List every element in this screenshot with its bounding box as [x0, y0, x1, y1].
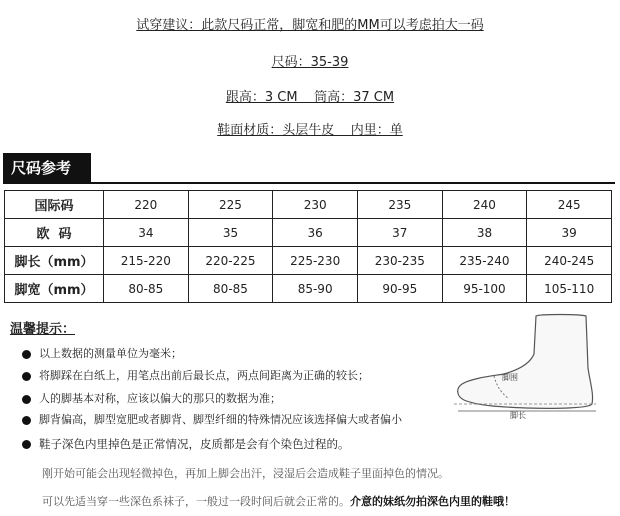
- row-label: 脚宽（mm）: [5, 275, 104, 303]
- table-cell: 38: [442, 219, 527, 247]
- bullet-icon: [22, 440, 31, 449]
- table-row: [5, 275, 612, 303]
- note-text: 可以先适当穿一些深色系袜子，一般过一段时间后就会正常的。介意的妹纸勿拍深色内里的鞋哦！: [42, 495, 515, 508]
- tip-item: 人的脚基本对称，应该以偏大的那只的数据为准；: [22, 390, 281, 406]
- table-row: [5, 191, 612, 219]
- row-label: 欧 码: [5, 219, 104, 247]
- table-cell: 80-85: [188, 275, 273, 303]
- table-row: [5, 219, 612, 247]
- size-chart-title: 尺码参考: [3, 153, 91, 183]
- table-cell: 215-220: [104, 247, 189, 275]
- tip-item: 鞋子深色内里掉色是正常情况，皮质都是会有个染色过程的。: [22, 436, 350, 452]
- table-cell: 240: [442, 191, 527, 219]
- length-label: 脚长: [510, 411, 526, 420]
- table-cell: 37: [357, 219, 442, 247]
- note-text: 刚开始可能会出现轻微掉色，再加上脚会出汗，浸湿后会造成鞋子里面掉色的情况。: [42, 467, 449, 480]
- table-cell: 230: [273, 191, 358, 219]
- table-cell: 36: [273, 219, 358, 247]
- table-cell: 245: [527, 191, 612, 219]
- tip-item: 以上数据的测量单位为毫米；: [22, 345, 182, 361]
- table-cell: 220: [104, 191, 189, 219]
- material-info: 鞋面材质：头层牛皮 内里：单: [217, 123, 403, 138]
- table-cell: 95-100: [442, 275, 527, 303]
- table-row: [5, 247, 612, 275]
- bullet-icon: [22, 416, 31, 425]
- bullet-icon: [22, 350, 31, 359]
- table-cell: 35: [188, 219, 273, 247]
- heel-shaft-height: 跟高：3 CM 筒高：37 CM: [225, 90, 395, 105]
- size-table: [4, 190, 612, 303]
- tips-title: 温馨提示：: [10, 322, 76, 337]
- divider: [3, 182, 615, 184]
- bullet-icon: [22, 395, 31, 404]
- tip-item: 将脚踩在白纸上，用笔点出前后最长点，两点间距离为正确的较长；: [22, 367, 369, 383]
- foot-measure-icon: [448, 308, 608, 420]
- table-cell: 225: [188, 191, 273, 219]
- size-range: 尺码：35-39: [271, 55, 349, 70]
- table-cell: 240-245: [527, 247, 612, 275]
- fit-advice: 试穿建议：此款尺码正常，脚宽和肥的MM可以考虑拍大一码: [136, 18, 484, 33]
- tip-item: 脚背偏高，脚型宽肥或者脚背、脚型纤细的特殊情况应该选择偏大或者偏小: [22, 411, 402, 427]
- row-label: 国际码: [5, 191, 104, 219]
- row-label: 脚长（mm）: [5, 247, 104, 275]
- table-cell: 105-110: [527, 275, 612, 303]
- table-cell: 34: [104, 219, 189, 247]
- table-cell: 235-240: [442, 247, 527, 275]
- width-label: 脚围: [502, 373, 518, 382]
- table-cell: 39: [527, 219, 612, 247]
- table-cell: 80-85: [104, 275, 189, 303]
- table-cell: 225-230: [273, 247, 358, 275]
- table-cell: 90-95: [357, 275, 442, 303]
- table-cell: 85-90: [273, 275, 358, 303]
- table-cell: 235: [357, 191, 442, 219]
- table-cell: 220-225: [188, 247, 273, 275]
- table-cell: 230-235: [357, 247, 442, 275]
- bullet-icon: [22, 372, 31, 381]
